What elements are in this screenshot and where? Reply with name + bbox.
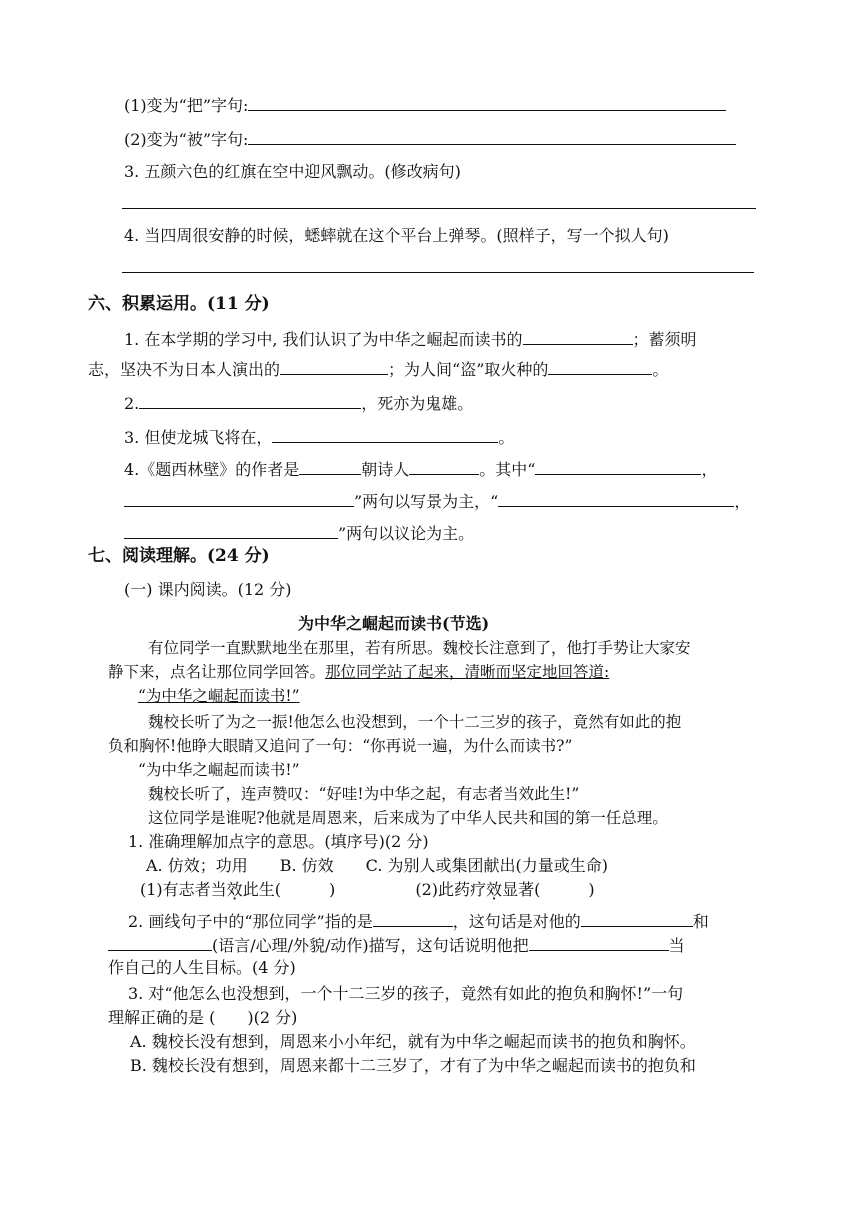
s6-q2 [124, 390, 473, 416]
s6-q4-blank-line4[interactable] [124, 520, 338, 539]
r-q1-s1-close: ) [328, 880, 336, 899]
passage-p1-quote: “为中华之崛起而读书!” [138, 687, 300, 705]
r-q1-s2-text: (2)此药疗 [415, 880, 487, 899]
r-q1-s1-text-2: 此生( [242, 880, 281, 899]
passage-p5: 这位同学是谁呢?他就是周恩来，后来成为了中华人民共和国的第一任总理。 [148, 809, 668, 827]
ba-sentence-question [124, 92, 726, 118]
s6-q1-blank-3[interactable] [548, 356, 652, 375]
underlined-sentence: 那位同学站了起来，清晰而坚定地回答道: [325, 663, 610, 681]
s6-q4-blank-line3[interactable] [498, 488, 734, 507]
sentence-correction-question: 3. 五颜六色的红旗在空中迎风飘动。(修改病句) [124, 162, 461, 181]
r-q2-line3: 作自己的人生目标。(4 分) [108, 958, 296, 977]
section-7-heading: 七、阅读理解。(24 分) [88, 546, 270, 566]
r-q1: 1. 准确理解加点字的意思。(填序号)(2 分) [128, 832, 429, 851]
s6-q2-blank[interactable] [139, 390, 361, 409]
passage-p2-line1: 魏校长听了为之一振!他怎么也没想到，一个十二三岁的孩子，竟然有如此的抱 [148, 713, 682, 731]
r-q3-option-b: B. 魏校长没有想到，周恩来都十二三岁了，才有了为中华之崛起而读书的抱负和 [130, 1056, 696, 1075]
s6-q1-text-5: 。 [652, 360, 669, 379]
s6-q4-text-3: 。其中“ [479, 460, 536, 479]
r-q1-subquestions [140, 878, 595, 902]
s6-q1-line2 [88, 356, 668, 382]
s6-q4-blank-dynasty[interactable] [299, 456, 361, 475]
r-q2-text-3: 和 [692, 912, 709, 931]
s6-q3 [124, 424, 514, 450]
passage-p4: 魏校长听了，连声赞叹：“好哇!为中华之起，有志者当效此生!” [148, 785, 580, 803]
s6-q3-end: 。 [498, 428, 515, 447]
r-q1-s1-text: (1)有志者当 [140, 880, 227, 899]
r-q1-s2-text-2: 显著( [502, 880, 541, 899]
r-q2-text-1: 2. 画线句子中的“那位同学”指的是 [128, 912, 373, 931]
passage-p1-line2 [108, 660, 609, 684]
r-q3-line2: 理解正确的是 ( )(2 分) [108, 1008, 298, 1027]
r-q3-option-a: A. 魏校长没有想到，周恩来小小年纪，就有为中华之崛起而读书的抱负和胸怀。 [130, 1032, 696, 1051]
passage-title: 为中华之崛起而读书(节选) [298, 614, 490, 633]
passage-p2-line2: 负和胸怀!他睁大眼睛又追问了一句：“你再说一遍，为什么而读书?” [108, 737, 573, 755]
r-q3-line1: 3. 对“他怎么也没想到，一个十二三岁的孩子，竟然有如此的抱负和胸怀!”一句 [128, 984, 684, 1003]
bei-sentence-question [124, 126, 736, 152]
passage-p1-line1: 有位同学一直默默地坐在那里，若有所思。魏校长注意到了，他打手势让大家安 [148, 639, 691, 657]
s6-q1-text: 1. 在本学期的学习中, 我们认识了为中华之崛起而读书的 [124, 330, 523, 349]
r-q2-blank-type-2[interactable] [108, 932, 212, 951]
r-q2-text-5: 当 [668, 936, 685, 955]
r-q2-line1 [128, 908, 709, 934]
s6-q1-line1 [124, 326, 697, 352]
r-q2-line2 [108, 932, 685, 958]
s6-q1-text-3: 志，坚决不为日本人演出的 [88, 360, 281, 379]
section-6-heading: 六、积累运用。(11 分) [88, 294, 270, 314]
in-class-reading-heading: (一) 课内阅读。(12 分) [124, 580, 292, 599]
r-q2-blank-person[interactable] [373, 908, 453, 927]
dotted-character-2: 效 [486, 880, 503, 899]
r-q2-text-2: ，这句话是对他的 [452, 912, 581, 931]
personification-question: 4. 当四周很安静的时候，蟋蟀就在这个平台上弹琴。(照样子，写一个拟人句) [124, 226, 669, 245]
s6-q4-comma-2: ， [734, 492, 751, 511]
ba-sentence-answer-blank[interactable] [248, 92, 726, 111]
s6-q4-line3 [124, 520, 474, 546]
s6-q4-blank-poet[interactable] [409, 456, 479, 475]
s6-q3-blank[interactable] [272, 424, 498, 443]
passage-p3: “为中华之崛起而读书!” [138, 761, 300, 779]
s6-q4-line1 [124, 456, 718, 482]
s6-q3-text: 3. 但使龙城飞将在， [124, 428, 273, 447]
bei-sentence-answer-blank[interactable] [248, 126, 736, 145]
s6-q1-blank-2[interactable] [280, 356, 388, 375]
s6-q1-blank-1[interactable] [523, 326, 633, 345]
r-q1-options: A. 仿效；功用 B. 仿效 C. 为别人或集团献出(力量或生命) [146, 856, 608, 875]
ba-sentence-label: (1)变为“把”字句: [124, 96, 249, 115]
s6-q4-comma-1: ， [701, 460, 718, 479]
s6-q4-text-4: ”两句以写景为主，“ [354, 492, 499, 511]
sentence-correction-answer-line[interactable] [122, 208, 756, 209]
r-q2-blank-goal[interactable] [529, 932, 669, 951]
s6-q4-text-1: 4.《题西林壁》的作者是 [124, 460, 300, 479]
r-q2-text-4: (语言/心理/外貌/动作)描写，这句话说明他把 [212, 936, 529, 955]
s6-q4-text-5: ”两句以议论为主。 [338, 524, 475, 543]
s6-q4-blank-line1[interactable] [535, 456, 701, 475]
s6-q2-text: ，死亦为鬼雄。 [361, 394, 474, 413]
s6-q2-number: 2. [124, 394, 140, 413]
dotted-character-1: 效 [226, 880, 243, 899]
r-q1-s2-close: ) [588, 880, 595, 899]
s6-q1-text-4: ；为人间“盗”取火种的 [388, 360, 549, 379]
s6-q4-line2 [124, 488, 750, 514]
s6-q4-text-2: 朝诗人 [361, 460, 410, 479]
personification-answer-line[interactable] [122, 272, 754, 273]
s6-q4-blank-line2[interactable] [124, 488, 354, 507]
bei-sentence-label: (2)变为“被”字句: [124, 130, 249, 149]
s6-q1-text-2: ；蓄须明 [632, 330, 697, 349]
r-q2-blank-type-1[interactable] [581, 908, 693, 927]
passage-p1-plain: 静下来，点名让那位同学回答。 [108, 663, 326, 681]
